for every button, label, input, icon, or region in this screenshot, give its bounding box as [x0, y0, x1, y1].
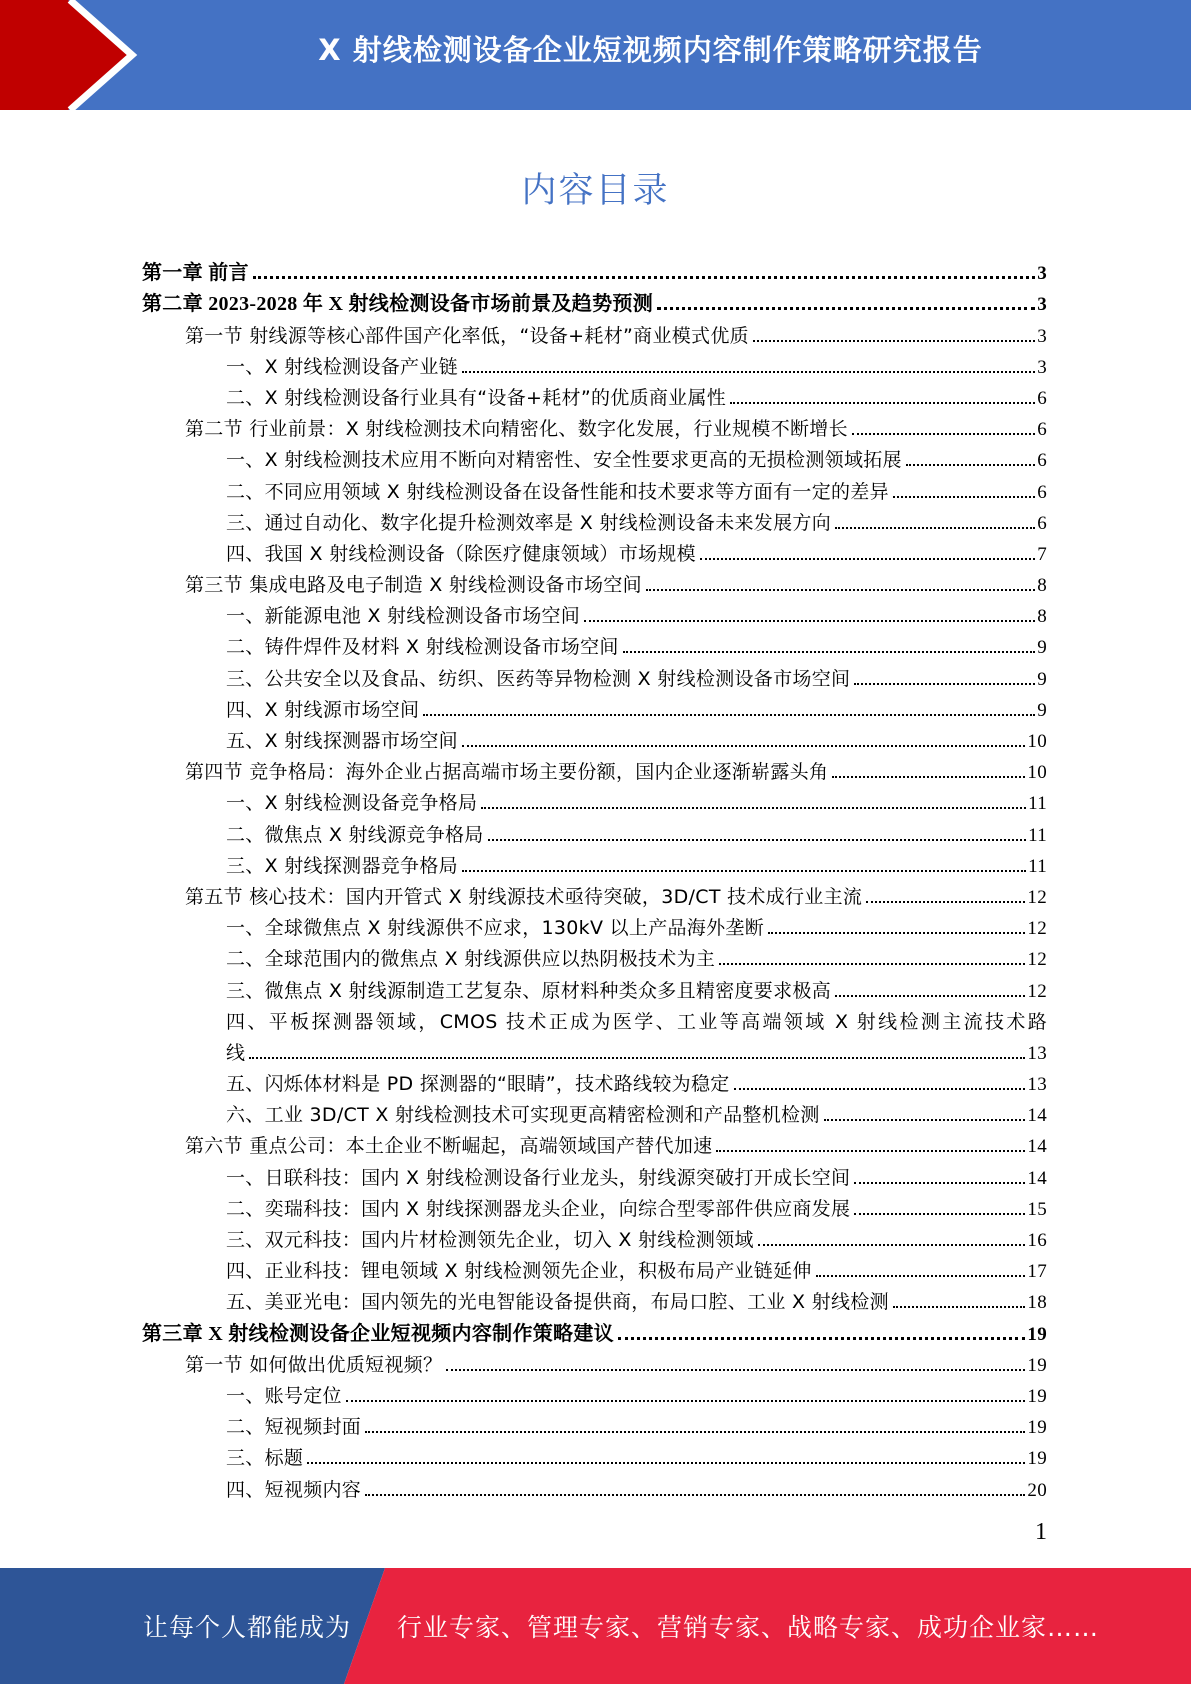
toc-entry[interactable]: [142, 535, 1047, 566]
toc-entry[interactable]: [142, 1377, 1047, 1408]
toc-entry-page: 11: [1028, 824, 1047, 846]
toc-entry-title: 第二章 2023-2028 年 X 射线检测设备市场前景及趋势预测: [142, 293, 654, 316]
toc-entry-page: 16: [1027, 1230, 1047, 1251]
toc-entry-title: 四、正业科技：锂电领域 X 射线检测领先企业，积极布局产业链延伸: [226, 1260, 812, 1283]
toc-entry-title: 一、全球微焦点 X 射线源供不应求，130kV 以上产品海外垄断: [226, 917, 765, 940]
toc-entry-page: 11: [1028, 855, 1047, 877]
toc-entry[interactable]: [142, 971, 1047, 1002]
toc-entry[interactable]: [142, 1158, 1047, 1189]
toc-leader-dots: [734, 1088, 1026, 1090]
toc-leader-dots: [758, 1244, 1026, 1246]
toc-leader-dots: [657, 307, 1035, 310]
toc-leader-dots: [832, 776, 1025, 778]
toc-leader-dots: [423, 714, 1035, 716]
toc-entry-page: 6: [1037, 419, 1047, 441]
toc-entry[interactable]: [142, 815, 1047, 846]
toc-leader-dots: [852, 433, 1035, 435]
toc-leader-dots: [584, 620, 1035, 622]
toc-entry-title: 第一节 如何做出优质短视频？: [185, 1353, 443, 1376]
toc-leader-dots: [854, 683, 1035, 685]
toc-entry-page: 12: [1027, 949, 1047, 971]
toc-entry-page: 6: [1037, 450, 1047, 472]
toc-leader-dots: [768, 932, 1025, 934]
toc-entry-title: 四、X 射线源市场空间: [226, 698, 420, 721]
toc-leader-dots: [854, 1213, 1025, 1215]
toc-leader-dots: [906, 464, 1035, 466]
toc-entry-page: 3: [1037, 325, 1047, 347]
toc-entry-title: 五、美亚光电：国内领先的光电智能设备提供商，布局口腔、工业 X 射线检测: [226, 1291, 889, 1314]
toc-leader-dots: [446, 1369, 1025, 1371]
toc-entry[interactable]: [142, 597, 1047, 628]
toc-entry-page: 15: [1027, 1198, 1047, 1220]
toc-leader-dots: [893, 496, 1035, 498]
toc-entry[interactable]: [142, 1127, 1047, 1158]
toc-entry-title: 四、短视频内容: [226, 1478, 362, 1501]
toc-leader-dots: [346, 1400, 1026, 1402]
toc-entry-title: 三、标题: [226, 1447, 304, 1470]
toc-entry-title: 第一节 射线源等核心部件国产化率低，“设备+耗材”商业模式优质: [185, 324, 749, 347]
toc-leader-dots: [824, 1119, 1026, 1121]
toc-entry-title: 二、微焦点 X 射线源竞争格局: [226, 823, 484, 846]
toc-entry-page: 17: [1027, 1261, 1047, 1283]
toc-entry[interactable]: [142, 1190, 1047, 1221]
toc-entry[interactable]: [142, 1096, 1047, 1127]
toc-entry-title: 三、通过自动化、数字化提升检测效率是 X 射线检测设备未来发展方向: [226, 511, 831, 534]
toc-entry-page: 19: [1027, 1417, 1047, 1439]
toc-leader-dots: [835, 527, 1035, 529]
toc-entry-page: 14: [1027, 1105, 1047, 1127]
toc-entry-title: 第三章 X 射线检测设备企业短视频内容制作策略建议: [142, 1322, 614, 1345]
toc-entry-page: 12: [1027, 886, 1047, 908]
toc-heading: 内容目录: [521, 171, 670, 211]
toc-entry-page: 10: [1027, 762, 1047, 784]
toc-entry[interactable]: [142, 628, 1047, 659]
toc-leader-dots: [462, 870, 1026, 872]
toc-leader-dots: [646, 589, 1035, 591]
toc-entry-page: 12: [1027, 980, 1047, 1002]
toc-leader-dots: [462, 371, 1035, 373]
toc-leader-dots: [618, 1337, 1025, 1340]
toc-entry-page: 7: [1037, 543, 1047, 565]
footer-slogan-right: 行业专家、管理专家、营销专家、战略专家、成功企业家……: [397, 1613, 1100, 1642]
toc-entry[interactable]: [142, 659, 1047, 690]
toc-entry-title: 三、公共安全以及食品、纺织、医药等异物检测 X 射线检测设备市场空间: [226, 667, 851, 690]
toc-entry[interactable]: [142, 316, 1047, 347]
toc-entry-page: 18: [1027, 1292, 1047, 1314]
toc-leader-dots: [753, 340, 1035, 342]
toc-entry-page: 11: [1028, 793, 1047, 815]
toc-entry-page: 19: [1027, 1448, 1047, 1470]
toc-entry-page: 9: [1037, 699, 1047, 721]
toc-leader-dots: [249, 1057, 1025, 1059]
toc-entry[interactable]: [142, 1065, 1047, 1096]
toc-entry-title: 一、X 射线检测设备产业链: [226, 355, 458, 378]
toc-entry[interactable]: [142, 1346, 1047, 1377]
toc-entry[interactable]: [142, 909, 1047, 940]
toc-entry-page: 20: [1027, 1479, 1047, 1501]
toc-entry-title: 第二节 行业前景：X 射线检测技术向精密化、数字化发展，行业规模不断增长: [185, 418, 848, 441]
toc-entry-title: 一、X 射线检测技术应用不断向对精密性、安全性要求更高的无损检测领域拓展: [226, 449, 902, 472]
toc-entry[interactable]: [142, 1003, 1047, 1034]
footer-band: [0, 1568, 1191, 1684]
toc-entry-page: 3: [1037, 356, 1047, 378]
toc-entry-page: 14: [1027, 1136, 1047, 1158]
toc-entry[interactable]: [142, 410, 1047, 441]
toc-entry-title: 一、X 射线检测设备竞争格局: [226, 792, 478, 815]
toc-entry-page: 8: [1037, 606, 1047, 628]
toc-leader-dots: [365, 1494, 1025, 1496]
toc-entry[interactable]: [142, 1283, 1047, 1314]
toc-entry[interactable]: [142, 566, 1047, 597]
toc-leader-dots: [462, 745, 1025, 747]
toc-entry-title: 一、新能源电池 X 射线检测设备市场空间: [226, 605, 581, 628]
toc-entry-title: 第三节 集成电路及电子制造 X 射线检测设备市场空间: [185, 574, 642, 597]
toc-entry-title: 第六节 重点公司：本土企业不断崛起，高端领域国产替代加速: [185, 1135, 713, 1158]
toc-leader-dots: [854, 1182, 1025, 1184]
toc-entry[interactable]: [142, 472, 1047, 503]
footer-slogan-left: 让每个人都能成为: [143, 1613, 352, 1642]
toc-entry[interactable]: [142, 847, 1047, 878]
toc-entry-title: 二、短视频封面: [226, 1416, 362, 1439]
toc-leader-dots: [730, 402, 1035, 404]
toc-entry-page: 3: [1037, 294, 1047, 316]
toc-entry-title: 一、日联科技：国内 X 射线检测设备行业龙头，射线源突破打开成长空间: [226, 1166, 851, 1189]
toc-entry-title: 二、全球范围内的微焦点 X 射线源供应以热阴极技术为主: [226, 948, 716, 971]
toc-entry[interactable]: [142, 753, 1047, 784]
toc-entry-title: 六、工业 3D/CT X 射线检测技术可实现更高精密检测和产品整机检测: [226, 1104, 820, 1127]
toc-entry[interactable]: [142, 878, 1047, 909]
toc-entry-title: 二、铸件焊件及材料 X 射线检测设备市场空间: [226, 636, 619, 659]
report-title: X 射线检测设备企业短视频内容制作策略研究报告: [318, 33, 983, 67]
toc-entry-title: 第四节 竞争格局：海外企业占据高端市场主要份额，国内企业逐渐崭露头角: [185, 761, 829, 784]
toc-entry-title: 二、奕瑞科技：国内 X 射线探测器龙头企业，向综合型零部件供应商发展: [226, 1197, 851, 1220]
toc-leader-dots: [835, 995, 1025, 997]
toc-entry[interactable]: [142, 1034, 1047, 1065]
toc-entry-page: 13: [1027, 1074, 1047, 1096]
toc-entry-title: 一、账号定位: [226, 1384, 342, 1407]
toc-entry-page: 3: [1037, 263, 1047, 285]
header-arrow-decoration: [0, 0, 160, 110]
toc-leader-dots: [716, 1150, 1025, 1152]
toc-entry[interactable]: [142, 1314, 1047, 1345]
toc-entry[interactable]: [142, 1408, 1047, 1439]
toc-leader-dots: [866, 901, 1025, 903]
toc-entry[interactable]: [142, 254, 1047, 285]
toc-entry-title: 线: [226, 1041, 246, 1064]
toc-entry-page: 19: [1027, 1323, 1047, 1345]
toc-entry-page: 9: [1037, 637, 1047, 659]
toc-entry[interactable]: [142, 1470, 1047, 1501]
toc-entry-page: 13: [1027, 1042, 1047, 1064]
toc-entry-page: 8: [1037, 575, 1047, 597]
toc-entry-page: 14: [1027, 1167, 1047, 1189]
toc-leader-dots: [623, 651, 1035, 653]
toc-entry[interactable]: [142, 285, 1047, 316]
toc-entry-page: 6: [1037, 481, 1047, 503]
toc-entry[interactable]: [142, 441, 1047, 472]
toc-leader-dots: [719, 963, 1025, 965]
page-number: 1: [1035, 1519, 1047, 1545]
toc-entry[interactable]: [142, 940, 1047, 971]
toc-leader-dots: [253, 276, 1035, 279]
toc-leader-dots: [893, 1306, 1025, 1308]
toc-entry[interactable]: [142, 1221, 1047, 1252]
toc-entry-title: 二、X 射线检测设备行业具有“设备+耗材”的优质商业属性: [226, 386, 727, 409]
toc-entry-page: 6: [1037, 387, 1047, 409]
toc-entry-title: 四、我国 X 射线检测设备（除医疗健康领域）市场规模: [226, 542, 696, 565]
toc-leader-dots: [700, 558, 1035, 560]
toc-entry-page: 12: [1027, 918, 1047, 940]
toc-entry[interactable]: [142, 379, 1047, 410]
toc-entry-page: 9: [1037, 668, 1047, 690]
toc-leader-dots: [307, 1462, 1025, 1464]
toc-entry-title: 三、微焦点 X 射线源制造工艺复杂、原材料种类众多且精密度要求极高: [226, 979, 831, 1002]
toc-entry-page: 19: [1027, 1385, 1047, 1407]
toc-entry[interactable]: [142, 691, 1047, 722]
toc-entry-title: 三、双元科技：国内片材检测领先企业，切入 X 射线检测领域: [226, 1229, 754, 1251]
toc-entry[interactable]: [142, 348, 1047, 379]
toc-entry-title: 二、不同应用领域 X 射线检测设备在设备性能和技术要求等方面有一定的差异: [226, 480, 889, 503]
table-of-contents: [142, 254, 1047, 1502]
toc-leader-dots: [488, 839, 1026, 841]
toc-entry-title: 三、X 射线探测器竞争格局: [226, 854, 458, 877]
toc-entry-title: 五、X 射线探测器市场空间: [226, 730, 458, 752]
toc-leader-dots: [816, 1275, 1026, 1277]
toc-entry-title: 五、闪烁体材料是 PD 探测器的“眼睛”，技术路线较为稳定: [226, 1073, 730, 1096]
toc-entry[interactable]: [142, 1252, 1047, 1283]
toc-entry[interactable]: [142, 784, 1047, 815]
toc-entry[interactable]: [142, 1439, 1047, 1470]
toc-entry-title: 第一章 前言: [142, 262, 249, 285]
toc-entry[interactable]: [142, 504, 1047, 535]
toc-entry-title: 四、平板探测器领域，CMOS 技术正成为医学、工业等高端领域 X 射线检测主流技术路: [226, 1010, 1047, 1033]
toc-entry-title: 第五节 核心技术：国内开管式 X 射线源技术亟待突破，3D/CT 技术成行业主流: [185, 885, 863, 908]
toc-entry-page: 10: [1027, 731, 1047, 752]
header-band: [0, 0, 1191, 110]
toc-entry[interactable]: [142, 722, 1047, 753]
toc-entry-page: 19: [1027, 1354, 1047, 1376]
toc-leader-dots: [481, 807, 1026, 809]
toc-leader-dots: [365, 1431, 1025, 1433]
toc-entry-page: 6: [1037, 512, 1047, 534]
